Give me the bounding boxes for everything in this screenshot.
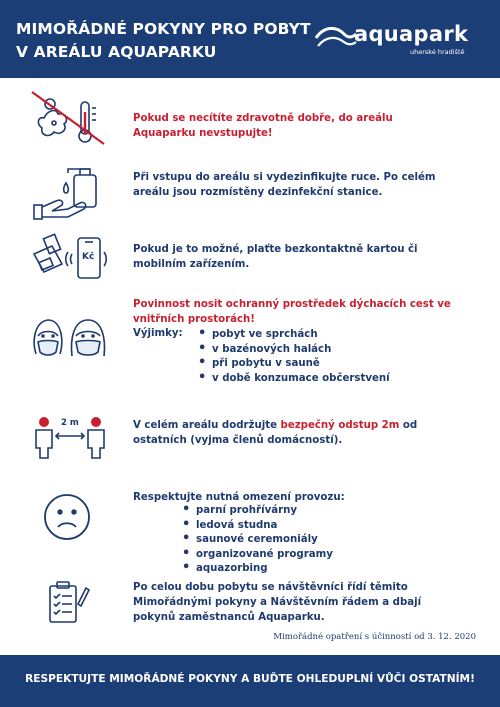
list-item: • ledová studna [180,519,333,534]
footer-message: RESPEKTUJTE MIMOŘÁDNÉ POKYNY A BUĎTE OHLEDUPLNÍ VŮČI OSTATNÍM! [25,673,475,685]
brand-subtitle: uherské hradiště [410,48,465,56]
list-item: • organizované programy [180,548,333,563]
page-title [16,18,311,64]
no-fever-icon [28,90,108,150]
list-item: • parní prohřívárny [180,504,333,519]
item-disinfect-hands: Při vstupu do areálu si vydezinfikujte ruce. Po celém areálu jsou rozmístěny dezinfekční stanice. [133,172,436,198]
distance-text-after: od ostatních (vyjma členů domácností). [133,420,418,446]
checklist-icon [40,580,90,630]
item-follow-instructions: Po celou dobu pobytu se návštěvníci řídí těmito Mimořádnými pokyny a Návštěvním řádem a dbají pokynů zaměstnanců Aquaparku. [133,582,422,623]
title-line-2: V AREÁLU AQUAPARKU [16,43,217,61]
item-no-entry-if-sick: Pokud se necítíte zdravotně dobře, do areálu Aquaparku nevstupujte! [133,113,393,139]
item-safe-distance [133,418,453,448]
item-restrictions-heading: Respektujte nutná omezení provozu: [133,492,345,503]
contactless-payment-icon [28,232,108,288]
distance-label: 2 m [61,418,79,428]
header-banner [0,0,500,78]
list-item: • pobyt ve sprchách [196,328,390,343]
exceptions-label: Výjimky: [133,328,183,339]
exceptions-list [196,328,390,386]
item-contactless-payment: Pokud je to možné, plaťte bezkontaktně kartou či mobilním zařízením. [133,244,418,270]
distance-text-before: V celém areálu dodržujte [133,420,281,431]
list-item: • saunové ceremoniály [180,533,333,548]
face-mask-icon [28,314,108,368]
list-item: • v bazénových halách [196,343,390,358]
payment-currency-label: Kč [82,252,95,262]
item-mask-obligation: Povinnost nosit ochranný prostředek dýchacích cest ve vnitřních prostorách! [133,299,451,325]
sad-face-icon [42,492,92,546]
footer-banner [0,655,500,707]
list-item: • aquazorbing [180,562,333,577]
aquapark-logo [314,22,474,62]
brand-name: aquapark [354,22,469,46]
validity-note: Mimořádné opatření s účinností od 3. 12. 2020 [273,632,476,642]
social-distance-icon [28,414,112,464]
list-item: • v době konzumace občerstvení [196,372,390,387]
title-line-1: MIMOŘÁDNÉ POKYNY PRO POBYT [16,20,311,38]
restrictions-list [180,504,333,577]
list-item: • při pobytu v sauně [196,357,390,372]
distance-text-highlight: bezpečný odstup 2m [280,420,400,431]
wave-logo-icon [314,24,358,50]
hand-sanitizer-icon [28,163,108,225]
